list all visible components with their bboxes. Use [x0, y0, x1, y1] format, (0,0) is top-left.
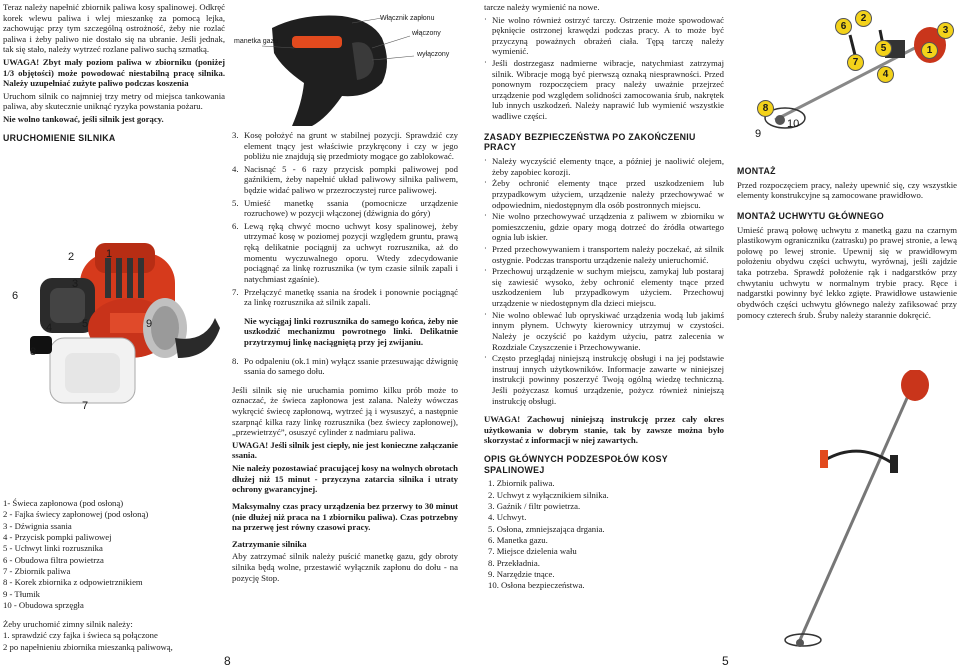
- brushcutter-diagram: [735, 0, 957, 160]
- main-handle-paragraph: Umieść prawą połowę uchwytu z manetką gazu na czarnym plastikowym ograniczniku (zatrasku) po prawej stronie, a lewą połowę po lewej stronie. Upewnij się w prawidłowym położeniu obydwu części uchwytu, wyrównaj, jeśli zajdzie taka potrzeba. Sprawdź położenie rąk i nadgarstków przy chwytaniu uchwytu w normalnym trybie pracy. Ręce i nadgarstki powinny być lekko zgięte. Prawidłowe ustawienie obydwóch części uchwytu głównego należy zafiksować przy pomocy czterech śrub. Śruby należy starannie dokręcić.: [737, 224, 957, 320]
- column-2: [232, 130, 458, 585]
- legend-item: 8 - Korek zbiornika z odpowietrznikiem: [3, 577, 143, 588]
- parts-item: 3. Gaźnik / filtr powietrza.: [488, 501, 581, 512]
- after-work-item: · Przechowuj urządzenie w suchym miejscu, zamykaj lub postaraj się zawiesić wysoko, żeby ochronić elementy tnące przed uszkodzeniem lub przypadkowym użyciem. Przechowuj urządzenie w niedostępnym dla dzieci miejscu.: [484, 266, 724, 308]
- parts-item: 6. Manetka gazu.: [488, 534, 548, 545]
- legend-item: 6 - Obudowa filtra powietrza: [3, 554, 104, 565]
- engine-label-5: 5: [82, 318, 89, 330]
- parts-item: 9. Narzędzie tnące.: [488, 568, 555, 579]
- after-work-item: · Często przeglądaj niniejszą instrukcję obsługi i na jej podstawie instruuj innych użytkowników. Informacje zawarte w niniejszej instrukcji powinny poszerzyć Twoją ogólną wiedzę techniczną. Jeśli pożyczasz komuś urządzenie, pożycz również niniejszą instrukcję obsługi.: [484, 353, 724, 406]
- blade-sharpening-note: · Nie wolno również ostrzyć tarczy. Ostrzenie może spowodować pęknięcie ostrzonej krawędzi podczas pracy. A to może być przyczyną poważnych obrażeń ciała. Tępą tarczę należy wymienić.: [484, 15, 724, 57]
- component-legend: [3, 498, 225, 653]
- legend-item: 2 - Fajka świecy zapłonowej (pod osłoną): [3, 509, 149, 520]
- engine-label-2: 2: [68, 251, 75, 263]
- diagram-label-1: 1: [921, 42, 938, 59]
- trimmer-diagram: [765, 370, 945, 660]
- parts-item: 8. Przekładnia.: [488, 557, 540, 568]
- trimmer-illustration: [765, 370, 945, 660]
- ignition-switch-label: Włącznik zapłonu: [380, 15, 435, 22]
- after-work-item: · Nie wolno oblewać lub opryskiwać urządzenia wodą lub jakimś innym płynem. Uchwyty kierownicy utrzymuj w czystości. Należy je oczyścić po każdym użyciu, patrz zalecenia w Rozdziale Czyszczenie i Przechowywanie.: [484, 310, 724, 352]
- step-7: 7. Przełączyć manetkę ssania na środek i ponownie pociągnąć za linkę rozrusznika aż silnik zapali.: [232, 286, 458, 308]
- hot-engine-warning: Nie wolno tankować, jeśli silnik jest gorący.: [3, 114, 164, 125]
- step-4: 4. Nacisnąć 5 - 6 razy przycisk pompki paliwowej pod gaźnikiem, żeby napełnić układ paliwowy silnika paliwem, będzie widać paliwo w przezroczystej rurce paliwowej.: [232, 163, 458, 196]
- throttle-label: manetka gazu: [234, 38, 278, 45]
- section-title-parts: OPIS GŁÓWNYCH PODZESPOŁÓW KOSY SPALINOWEJ: [484, 453, 668, 475]
- fuel-paragraph: Teraz należy napełnić zbiornik paliwa kosy spalinowej. Odkręć korek wlewu paliwa i wlej mieszankę za pomocą lejka, zachowując przy tym szczególną ostrożność, żeby nie rozlać paliwa i żeby paliwo nie dostało się na ubranie. Jeśli jednak, tak się stało, należy wytrzeć rozlane paliwo suchą szmatką.: [3, 2, 225, 55]
- handle-diagram: [232, 8, 462, 128]
- parts-item: 1. Zbiornik paliwa.: [488, 478, 555, 489]
- diagram-label-2: 2: [855, 10, 872, 27]
- legend-item: 4 - Przycisk pompki paliwowej: [3, 531, 112, 542]
- switch-on-label: włączony: [412, 30, 441, 37]
- legend-item: 9 - Tłumik: [3, 588, 41, 599]
- engine-label-9: 9: [146, 318, 153, 330]
- diagram-label-5: 5: [875, 40, 892, 57]
- diagram-label-3: 3: [937, 22, 954, 39]
- engine-diagram: [10, 218, 225, 438]
- engine-label-7: 7: [82, 400, 89, 412]
- warm-engine-note: UWAGA! Jeśli silnik jest ciepły, nie jest konieczne załączanie ssania.: [232, 439, 458, 461]
- step-8: 8. Po odpaleniu (ok.1 min) wyłącz ssanie przesuwając dźwignię ssania do samego dołu.: [232, 355, 458, 377]
- after-work-item: · Przed przechowywaniem i transportem należy poczekać, aż silnik ostygnie. Podczas transportu urządzenie należy unieruchomić.: [484, 244, 724, 265]
- section-title-assembly: MONTAŻ: [737, 166, 776, 176]
- after-work-item: · Nie wolno przechowywać urządzenia z paliwem w zbiorniku w pomieszczeniu, gdzie opary mogą dotrzeć do źródła otwartego ognia lub iskier.: [484, 211, 724, 243]
- diagram-label-4: 4: [877, 66, 894, 83]
- parts-item: 5. Osłona, zmniejszająca drgania.: [488, 523, 605, 534]
- section-title-after-work: ZASADY BEZPIECZEŃSTWA PO ZAKOŃCZENIU PRACY: [484, 131, 696, 153]
- engine-label-6: 6: [12, 290, 19, 302]
- cold-start-step: 1. sprawdzić czy fajka i świeca są połączone: [3, 630, 158, 641]
- stop-engine-paragraph: Aby zatrzymać silnik należy puścić manetkę gazu, gdy obroty silnika będą wolne, przestawić wyłącznik zapłonu do dołu - na pozycję Stop.: [232, 551, 458, 583]
- engine-label-1: 1: [106, 248, 113, 260]
- start-distance-paragraph: Uruchom silnik co najmniej trzy metry od miejsca tankowania paliwa, aby skutecznie uniknąć ryzyka powstania pożaru.: [3, 90, 225, 112]
- step-5: 5. Umieść manetkę ssania (pomocnicze urządzenie rozruchowe) w pozycji włączonej (dźwignia do góry): [232, 197, 458, 219]
- column-1: [3, 2, 225, 146]
- text-continued: tarcze należy wymienić na nowe.: [484, 2, 600, 12]
- parts-item: 7. Miejsce dzielenia wału: [488, 546, 577, 557]
- switch-off-label: wyłączony: [417, 51, 450, 58]
- diagram-label-7: 7: [847, 54, 864, 71]
- legend-item: 7 - Zbiornik paliwa: [3, 565, 71, 576]
- legend-item: 3 - Dźwignia ssania: [3, 520, 72, 531]
- engine-illustration: [10, 218, 225, 438]
- manual-keep-warning: UWAGA! Zachowuj niniejszą instrukcję przez cały okres użytkowania w dobrym stanie, tak by zawsze można było skorzystać z informacji w niej zawartych.: [484, 414, 724, 446]
- column-4: [737, 162, 957, 322]
- parts-item: 2. Uchwyt z wyłącznikiem silnika.: [488, 489, 609, 500]
- after-work-item: · Należy wyczyścić elementy tnące, a później je naoliwić olejem, żeby zapobiec korozji.: [484, 156, 724, 177]
- parts-list: [484, 478, 724, 591]
- legend-item: 10 - Obudowa sprzęgła: [3, 599, 84, 610]
- step-6: 6. Lewą ręką chwyć mocno uchwyt kosy spalinowej, żeby utrzymać kosę w poziomej pozycji względem gruntu, prawą ręką delikatnie pociągnij za uchwyt rozrusznika, aż do momentu wyczuwalnego oporu. Wtedy zdecydowanie pociągnąć za linkę rozrusznika (w tym czasie silnik zapali i natychmiast zgaśnie).: [232, 220, 458, 284]
- throttle-handle-illustration: [232, 8, 462, 128]
- diagram-label-10: 10: [787, 118, 800, 130]
- starter-cord-warning: Nie wyciągaj linki rozrusznika do samego końca, żeby nie uszkodzić mechanizmu powrotnego linki. Delikatnie przytrzymuj linkę naciągniętą przy jej zwijaniu.: [244, 315, 458, 347]
- cold-start-step: 2 po napełnieniu zbiornika mieszanką paliwową,: [3, 641, 173, 652]
- diagram-label-6: 6: [835, 18, 852, 35]
- section-title-start: URUCHOMIENIE SILNIKA: [3, 132, 116, 143]
- diagram-label-8: 8: [757, 100, 774, 117]
- engine-label-8: 8: [30, 346, 37, 358]
- page-number-right: 5: [722, 654, 729, 668]
- idle-warning: Nie należy pozostawiać pracującej kosy na wolnych obrotach dłużej niż 15 minut - przyczyna zatarcia silnika i utraty ochrony gwarancyjnej.: [232, 463, 458, 495]
- parts-item: 10. Osłona bezpieczeństwa.: [488, 580, 585, 591]
- diagram-label-9: 9: [755, 128, 762, 140]
- after-work-item: · Żeby ochronić elementy tnące przed uszkodzeniem lub przypadkowym użyciem, urządzenie należy przechowywać w odpowiednim, niedostępnym dla osób postronnych miejscu.: [484, 178, 724, 210]
- max-work-time: Maksymalny czas pracy urządzenia bez przerwy to 30 minut (nie dłużej niż praca na 1 zbiorniku paliwa). Czas potrzebny na przerwę jest równy czasowi pracy.: [232, 500, 458, 533]
- parts-item: 4. Uchwyt.: [488, 512, 527, 523]
- fuel-warning: UWAGA! Zbyt mały poziom paliwa w zbiorniku (poniżej 1/3 objętości) może powodować niestabilną pracę silnika. Należy uzupełniać zużyte paliwo podczas koszenia: [3, 57, 225, 89]
- column-3: [484, 2, 724, 592]
- engine-label-3: 3: [72, 278, 79, 290]
- assembly-paragraph: Przed rozpoczęciem pracy, należy upewnić się, czy wszystkie elementy konstrukcyjne są zamocowane prawidłowo.: [737, 179, 957, 201]
- cold-start-intro: Żeby uruchomić zimny silnik należy:: [3, 619, 133, 630]
- legend-item: 1- Świeca zapłonowa (pod osłoną): [3, 498, 124, 508]
- section-title-main-handle: MONTAŻ UCHWYTU GŁÓWNEGO: [737, 210, 884, 221]
- flooded-plug-paragraph: Jeśli silnik się nie uruchamia pomimo kilku prób może to oznaczać, że świeca zapłonowa jest zalana. Należy wówczas wykręcić świecę zapłonową, wytrzeć ją i wysuszyć, a następnie szarpnąć kilka razy linkę rozrusznika (bez świecy zapłonowej), „przewietrzyć”, osuszyć cylinder z nadmiaru paliwa.: [232, 384, 458, 438]
- legend-item: 5 - Uchwyt linki rozrusznika: [3, 543, 103, 554]
- section-title-stop: Zatrzymanie silnika: [232, 538, 307, 549]
- page-number-left: 8: [224, 654, 231, 668]
- step-3: 3. Kosę położyć na grunt w stabilnej pozycji. Sprawdzić czy element tnący jest właściwie przykręcony i czy w jego pobliżu nie znajdują się przedmioty mogące go zablokować.: [232, 130, 458, 162]
- vibration-note: · Jeśli dostrzegasz nadmierne wibracje, natychmiast zatrzymaj silnik. Wibracje mogą być pierwszą oznaką niesprawności. Przed ponownym rozpoczęciem pracy należy uważnie przejrzeć urządzenie pod względem solidności zamocowania śrub, nakrętek lub innych uszkodzeń. Należy naprawić lub wymienić wszystkie wadliwe części.: [484, 58, 724, 122]
- engine-label-4: 4: [46, 322, 53, 334]
